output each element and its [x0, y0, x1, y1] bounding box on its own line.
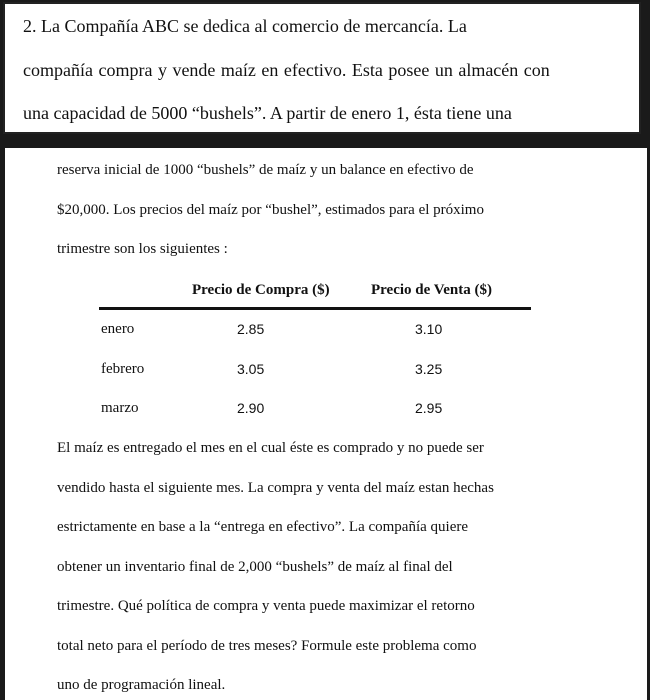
- table-cell-buy: 3.05: [237, 361, 265, 377]
- paragraph-line: obtener un inventario final de 2,000 “bushels” de maíz al final del: [57, 559, 453, 575]
- paragraph-line: trimestre. Qué política de compra y venta puede maximizar el retorno: [57, 598, 475, 614]
- table-cell-sell: 2.95: [415, 400, 443, 416]
- paragraph-line: El maíz es entregado el mes en el cual éste es comprado y no puede ser: [57, 440, 484, 456]
- body-line-3: trimestre son los siguientes :: [57, 241, 228, 257]
- table-cell-sell: 3.10: [415, 321, 443, 337]
- body-line-2: $20,000. Los precios del maíz por “bushel”, estimados para el próximo: [57, 202, 484, 218]
- header-line-2: compañía compra y vende maíz en efectivo. Esta posee un almacén con: [23, 60, 550, 80]
- paragraph-line: uno de programación lineal.: [57, 677, 226, 693]
- table-row-month: enero: [101, 321, 135, 337]
- header-line-1: 2. La Compañía ABC se dedica al comercio de mercancía. La: [23, 16, 467, 36]
- table-cell-sell: 3.25: [415, 361, 443, 377]
- header-line-3: una capacidad de 5000 “bushels”. A partir de enero 1, ésta tiene una: [23, 103, 512, 123]
- problem-header-box: [3, 2, 641, 134]
- table-cell-buy: 2.85: [237, 321, 265, 337]
- table-header-rule: [99, 307, 531, 310]
- table-row-month: febrero: [101, 361, 145, 377]
- column-header-sell-price: Precio de Venta ($): [371, 282, 492, 298]
- document-page: [5, 148, 647, 700]
- column-header-buy-price: Precio de Compra ($): [192, 282, 330, 298]
- body-line-1: reserva inicial de 1000 “bushels” de maíz y un balance en efectivo de: [57, 162, 474, 178]
- table-cell-buy: 2.90: [237, 400, 265, 416]
- table-row-month: marzo: [101, 400, 139, 416]
- paragraph-line: estrictamente en base a la “entrega en efectivo”. La compañía quiere: [57, 519, 469, 535]
- paragraph-line: vendido hasta el siguiente mes. La compra y venta del maíz estan hechas: [57, 480, 494, 496]
- paragraph-line: total neto para el período de tres meses? Formule este problema como: [57, 638, 477, 654]
